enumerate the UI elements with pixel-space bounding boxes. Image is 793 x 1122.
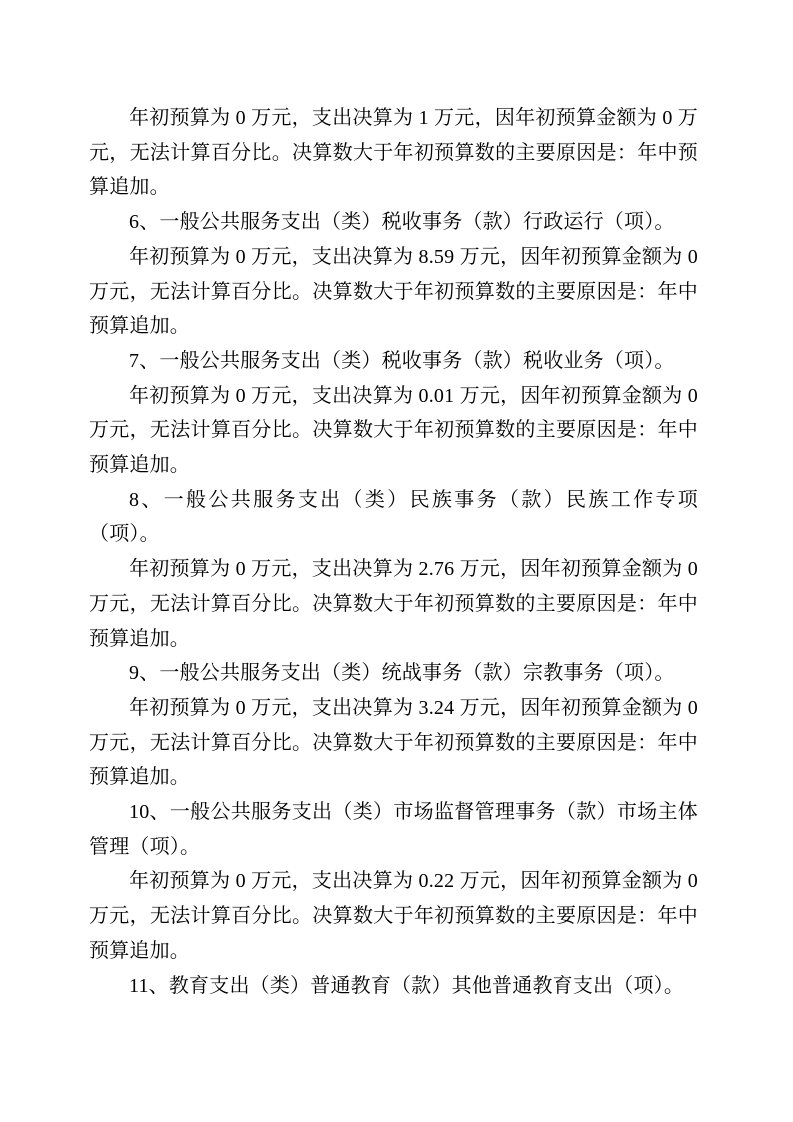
paragraph-8: 9、一般公共服务支出（类）统战事务（款）宗教事务（项）。 [129,662,675,685]
paragraph-2: 6、一般公共服务支出（类）税收事务（款）行政运行（项）。 [129,211,675,234]
paragraph-11: 年初预算为 0 万元，支出决算为 0.22 万元，因年初预算金额为 0 万元，无法计算百分比。决算数大于年初预算数的主要原因是：年中预算追加。 [89,870,698,962]
paragraph-5: 年初预算为 0 万元，支出决算为 0.01 万元，因年初预算金额为 0 万元，无法计算百分比。决算数大于年初预算数的主要原因是：年中预算追加。 [89,384,698,477]
paragraph-9: 年初预算为 0 万元，支出决算为 3.24 万元，因年初预算金额为 0 万元，无法计算百分比。决算数大于年初预算数的主要原因是：年中预算追加。 [89,696,698,789]
paragraph-3: 年初预算为 0 万元，支出决算为 8.59 万元，因年初预算金额为 0 万元，无法计算百分比。决算数大于年初预算数的主要原因是：年中预算追加。 [89,245,698,338]
paragraph-7: 年初预算为 0 万元，支出决算为 2.76 万元，因年初预算金额为 0 万元，无法计算百分比。决算数大于年初预算数的主要原因是：年中预算追加。 [89,558,698,650]
paragraph-1: 年初预算为 0 万元，支出决算为 1 万元，因年初预算金额为 0 万元，无法计算百分比。决算数大于年初预算数的主要原因是：年中预算追加。 [89,107,698,199]
document-body [89,101,698,1003]
paragraph-4: 7、一般公共服务支出（类）税收事务（款）税收业务（项）。 [129,349,675,372]
paragraph-12: 11、教育支出（类）普通教育（款）其他普通教育支出（项）。 [129,974,685,997]
paragraph-10: 10、一般公共服务支出（类）市场监督管理事务（款）市场主体管理（项）。 [89,801,698,858]
paragraph-6: 8、一般公共服务支出（类）民族事务（款）民族工作专项（项）。 [89,488,698,546]
